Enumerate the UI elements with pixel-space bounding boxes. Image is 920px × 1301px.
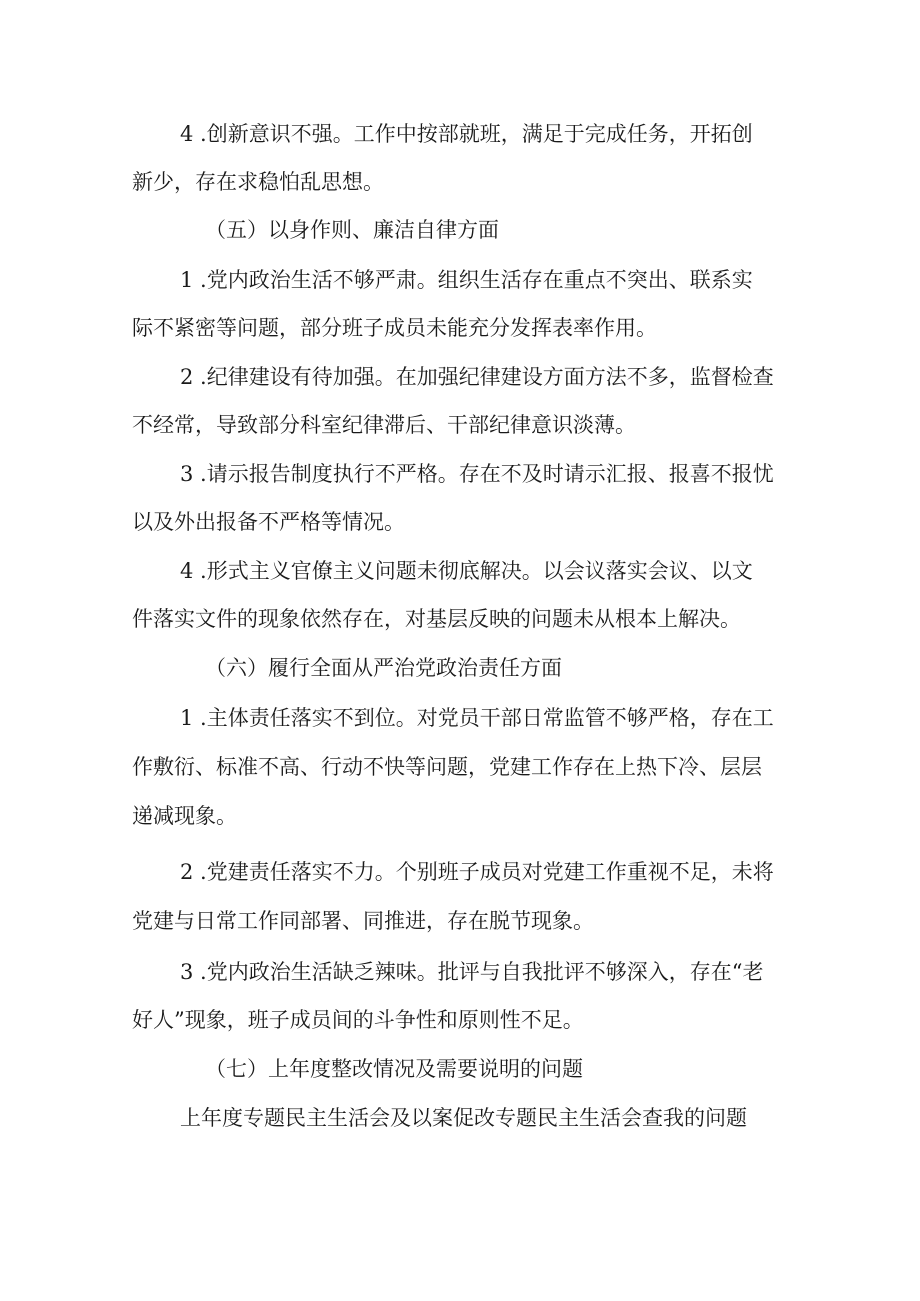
section-7-heading: （七）上年度整改情况及需要说明的问题 — [205, 1057, 583, 1081]
section-6-item-3-line-1: 3 .党内政治生活缺乏辣味。批评与自我批评不够深入，存在“老 — [180, 960, 764, 984]
section-6-item-1-line-2: 作敷衍、标准不高、行动不快等问题，党建工作存在上热下冷、层层 — [132, 755, 762, 779]
item-4-innovation-line-2: 新少，存在求稳怕乱思想。 — [132, 170, 384, 194]
section-6-item-3-line-2: 好人”现象，班子成员间的斗争性和原则性不足。 — [132, 1008, 584, 1032]
section-6-item-1-line-1: 1 .主体责任落实不到位。对党员干部日常监管不够严格，存在工 — [180, 706, 774, 730]
section-5-item-3-line-2: 以及外出报备不严格等情况。 — [132, 510, 405, 534]
section-5-item-2-line-2: 不经常，导致部分科室纪律滞后、干部纪律意识淡薄。 — [132, 413, 636, 437]
section-5-item-3-line-1: 3 .请示报告制度执行不严格。存在不及时请示汇报、报喜不报忧 — [180, 462, 774, 486]
section-5-item-1-line-1: 1 .党内政治生活不够严肃。组织生活存在重点不突出、联系实 — [180, 268, 753, 292]
section-5-item-2-line-1: 2 .纪律建设有待加强。在加强纪律建设方面方法不多，监督检查 — [180, 365, 774, 389]
section-6-item-2-line-2: 党建与日常工作同部署、同推进，存在脱节现象。 — [132, 909, 594, 933]
section-6-item-1-line-3: 递减现象。 — [132, 804, 237, 828]
section-5-item-1-line-2: 际不紧密等问题，部分班子成员未能充分发挥表率作用。 — [132, 316, 657, 340]
item-4-innovation-line-1: 4 .创新意识不强。工作中按部就班，满足于完成任务，开拓创 — [180, 122, 753, 146]
section-5-item-4-line-2: 件落实文件的现象依然存在，对基层反映的问题未从根本上解决。 — [132, 607, 741, 631]
section-6-heading: （六）履行全面从严治党政治责任方面 — [205, 656, 562, 680]
section-5-item-4-line-1: 4 .形式主义官僚主义问题未彻底解决。以会议落实会议、以文 — [180, 559, 753, 583]
section-5-heading: （五）以身作则、廉洁自律方面 — [205, 218, 499, 242]
section-7-paragraph-line-1: 上年度专题民主生活会及以案促改专题民主生活会查我的问题 — [180, 1106, 747, 1130]
section-6-item-2-line-1: 2 .党建责任落实不力。个别班子成员对党建工作重视不足，未将 — [180, 860, 774, 884]
